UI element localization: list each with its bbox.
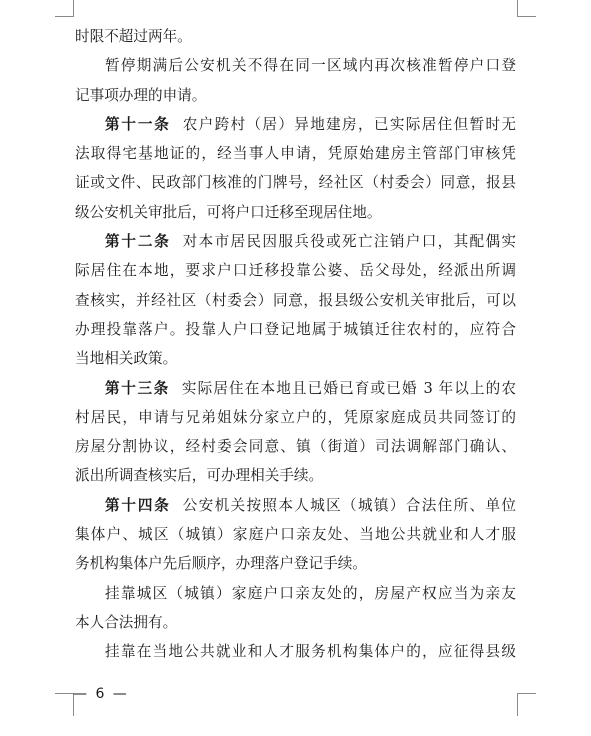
crop-mark-bottom-right	[517, 693, 536, 716]
text-line	[75, 198, 516, 227]
line-text: 公安机关按照本人城区（城镇）合法住所、单位	[182, 496, 516, 514]
line-text: 农户跨村（居）异地建房，已实际居住但暂时无	[182, 115, 516, 133]
text-line	[75, 579, 516, 608]
article-heading: 第十一条	[105, 115, 171, 133]
line-text: 查核实，并经社区（村委会）同意，报县级公安机关审批后，可以	[75, 291, 516, 309]
line-text: 房屋分割协议，经村委会同意、镇（街道）司法调解部门确认、	[75, 438, 516, 456]
line-text: 级公安机关审批后，可将户口迁移至现居住地。	[75, 203, 382, 221]
paragraph	[75, 51, 516, 110]
text-line	[75, 315, 516, 344]
article-heading: 第十三条	[105, 379, 170, 397]
line-text: 实际居住在本地且已婚已育或已婚 3 年以上的农	[181, 379, 516, 397]
text-line	[75, 256, 516, 285]
paragraph	[75, 637, 516, 666]
text-line	[75, 81, 516, 110]
article-paragraph	[75, 110, 516, 227]
line-text: 本人合法拥有。	[75, 613, 178, 631]
article-paragraph	[75, 374, 516, 491]
text-line	[75, 608, 516, 637]
line-text: 时限不超过两年。	[75, 28, 192, 45]
text-line	[75, 51, 516, 80]
text-line	[75, 168, 516, 197]
crop-mark-top-left	[55, 0, 74, 17]
text-line	[75, 286, 516, 315]
line-text: 证或文件、民政部门核准的门牌号，经社区（村委会）同意，报县	[75, 174, 516, 192]
line-text: 当地相关政策。	[75, 350, 178, 368]
line-text: 法取得宅基地证的，经当事人申请，凭原始建房主管部门审核凭	[75, 145, 516, 163]
paragraph	[75, 22, 516, 51]
line-text: 挂靠城区（城镇）家庭户口亲友处的，房屋产权应当为亲友	[105, 584, 516, 602]
text-line	[75, 549, 516, 578]
article-paragraph	[75, 491, 516, 579]
line-text: 暂停期满后公安机关不得在同一区域内再次核准暂停户口登	[105, 57, 516, 75]
line-text: 对本市居民因服兵役或死亡注销户口，其配偶实	[182, 233, 516, 251]
text-line	[75, 374, 516, 403]
crop-mark-bottom-left	[55, 693, 74, 716]
text-line	[75, 139, 516, 168]
article-paragraph	[75, 227, 516, 373]
line-text: 集体户、城区（城镇）家庭户口亲友处、当地公共就业和人才服	[75, 526, 516, 544]
line-text: 办理投靠落户。投靠人户口登记地属于城镇迁往农村的，应符合	[75, 320, 516, 338]
line-text: 村居民，申请与兄弟姐妹分家立户的，凭原家庭成员共同签订的	[75, 408, 516, 426]
article-heading: 第十二条	[105, 233, 171, 251]
page-number: — 6 —	[73, 686, 129, 702]
line-text: 派出所调查核实后，可办理相关手续。	[75, 467, 324, 485]
paragraph	[75, 579, 516, 638]
article-heading: 第十四条	[105, 496, 171, 514]
text-line	[75, 637, 516, 666]
line-text: 记事项办理的申请。	[75, 86, 207, 104]
text-line	[75, 520, 516, 549]
text-line	[75, 461, 516, 490]
line-text: 挂靠在当地公共就业和人才服务机构集体户的，应征得县级	[105, 643, 516, 661]
line-text: 务机构集体户先后顺序，办理落户登记手续。	[75, 555, 367, 573]
crop-mark-top-right	[517, 0, 536, 17]
text-line	[75, 491, 516, 520]
text-line	[75, 110, 516, 139]
text-line	[75, 344, 516, 373]
document-body	[75, 22, 516, 667]
text-line	[75, 22, 516, 51]
text-line	[75, 227, 516, 256]
line-text: 际居住在本地，要求户口迁移投靠公婆、岳父母处，经派出所调	[75, 262, 516, 280]
text-line	[75, 432, 516, 461]
text-line	[75, 403, 516, 432]
